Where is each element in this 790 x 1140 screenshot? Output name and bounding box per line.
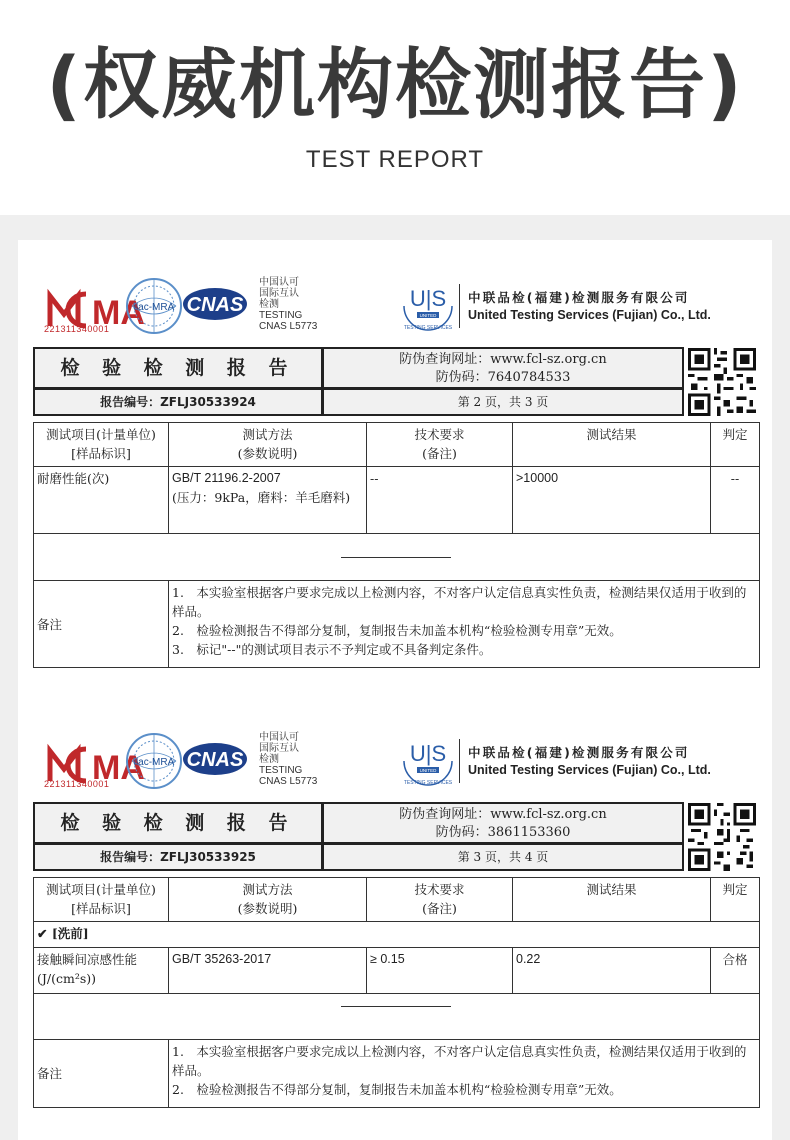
check-icon: ✔ (37, 926, 48, 941)
cell-requirement: -- (367, 467, 513, 534)
cma-number: 221311340001 (44, 324, 110, 334)
company-name-en: United Testing Services (Fujian) Co., Ltd. (468, 763, 711, 777)
query-site: 防伪查询网址：www.fcl-sz.org.cn (399, 352, 607, 367)
col-test-item: 测试项目(计量单位) [样品标识] (34, 878, 169, 922)
report-number: 报告编号：ZFLJ30533924 (33, 388, 323, 416)
hero-title: (权威机构检测报告) (46, 40, 744, 129)
logo-divider (459, 739, 460, 783)
col-test-method: 测试方法 (参数说明) (169, 423, 367, 467)
page-info: 第 2 页，共 3 页 (322, 388, 684, 416)
cell-verdict: -- (711, 467, 760, 534)
end-of-results-line (341, 557, 451, 558)
cell-item: 接触瞬间凉感性能 (J/(cm²s)) (34, 948, 169, 994)
notes-row (34, 581, 760, 668)
qr-code-icon (688, 348, 756, 416)
uts-logo-icon (398, 276, 458, 336)
cell-item: 耐磨性能(次) (34, 467, 169, 534)
table-end-row (34, 994, 760, 1040)
col-test-item: 测试项目(计量单位) [样品标识] (34, 423, 169, 467)
cnas-logo-icon (182, 741, 248, 777)
anti-fake-info (322, 802, 684, 844)
end-of-results-line (341, 1006, 451, 1007)
col-test-method: 测试方法 (参数说明) (169, 878, 367, 922)
cell-method: GB/T 35263-2017 (169, 948, 367, 994)
cell-result: 0.22 (513, 948, 711, 994)
svg-text:CNAS: CNAS (186, 294, 244, 316)
uts-logo-icon (398, 731, 458, 791)
cnas-logo-icon (182, 286, 248, 322)
query-site: 防伪查询网址：www.fcl-sz.org.cn (399, 807, 607, 822)
notes-label: 备注 (34, 1040, 169, 1108)
cma-number: 221311340001 (44, 779, 110, 789)
notes-row (34, 1040, 760, 1108)
test-results-table (33, 422, 760, 668)
anti-fake-code: 防伪码：3861153360 (435, 825, 571, 840)
notes-content: 1. 本实验室根据客户要求完成以上检测内容，不对客户认定信息真实性负责，检测结果仅适用于收到的样品。 2. 检验检测报告不得部分复制，复制报告未加盖本机构“检验检测专用章”无效。 (169, 1040, 760, 1108)
svg-text:ilac-MRA: ilac-MRA (133, 302, 175, 313)
notes-content: 1. 本实验室根据客户要求完成以上检测内容，不对客户认定信息真实性负责，检测结果仅适用于收到的样品。 2. 检验检测报告不得部分复制，复制报告未加盖本机构“检验检测专用章”无效。 3. 标记"--"的测试项目表示不予判定或不具备判定条件。 (169, 581, 760, 668)
company-name-cn: 中联品检(福建)检测服务有限公司 (468, 745, 690, 760)
cnas-accreditation-text: 中国认可 国际互认 检测 TESTING CNAS L5773 (259, 277, 318, 332)
report-number: 报告编号：ZFLJ30533925 (33, 843, 323, 871)
cell-requirement: ≥ 0.15 (367, 948, 513, 994)
svg-text:UNITED: UNITED (419, 313, 437, 318)
svg-text:TESTING SERVICES: TESTING SERVICES (403, 780, 453, 786)
cell-verdict: 合格 (711, 948, 760, 994)
anti-fake-info (322, 347, 684, 389)
notes-label: 备注 (34, 581, 169, 668)
cell-method: GB/T 21196.2-2007 (压力：9kPa，磨料：羊毛磨料) (169, 467, 367, 534)
hero-section (0, 0, 790, 215)
cell-result: >10000 (513, 467, 711, 534)
svg-text:MA: MA (92, 749, 145, 787)
col-result: 测试结果 (513, 423, 711, 467)
table-row (34, 467, 760, 534)
test-results-table (33, 877, 760, 1108)
col-requirement: 技术要求 (备注) (367, 878, 513, 922)
cnas-accreditation-text: 中国认可 国际互认 检测 TESTING CNAS L5773 (259, 732, 318, 787)
company-name-en: United Testing Services (Fujian) Co., Ltd. (468, 308, 711, 322)
col-result: 测试结果 (513, 878, 711, 922)
table-header-row (34, 878, 760, 922)
logo-divider (459, 284, 460, 328)
end-marker-cell (34, 994, 760, 1040)
svg-text:MA: MA (92, 294, 145, 332)
qr-code-icon (688, 803, 756, 871)
table-header-row (34, 423, 760, 467)
svg-text:U|S: U|S (409, 286, 447, 311)
svg-text:U|S: U|S (409, 741, 447, 766)
svg-text:CNAS: CNAS (186, 749, 244, 771)
table-row (34, 948, 760, 994)
hero-subtitle: TEST REPORT (305, 146, 485, 173)
section-label: [洗前] (51, 926, 89, 941)
section-row (34, 922, 760, 948)
col-verdict: 判定 (711, 878, 760, 922)
page-info: 第 3 页，共 4 页 (322, 843, 684, 871)
report-title: 检 验 检 测 报 告 (33, 802, 323, 844)
col-requirement: 技术要求 (备注) (367, 423, 513, 467)
anti-fake-code: 防伪码：7640784533 (435, 370, 571, 385)
report-title: 检 验 检 测 报 告 (33, 347, 323, 389)
svg-text:ilac-MRA: ilac-MRA (133, 757, 175, 768)
col-verdict: 判定 (711, 423, 760, 467)
svg-text:TESTING SERVICES: TESTING SERVICES (403, 325, 453, 331)
section-cell (34, 922, 760, 948)
ilac-mra-logo-icon (124, 276, 184, 336)
company-name-cn: 中联品检(福建)检测服务有限公司 (468, 290, 690, 305)
ilac-mra-logo-icon (124, 731, 184, 791)
svg-text:UNITED: UNITED (419, 768, 437, 773)
